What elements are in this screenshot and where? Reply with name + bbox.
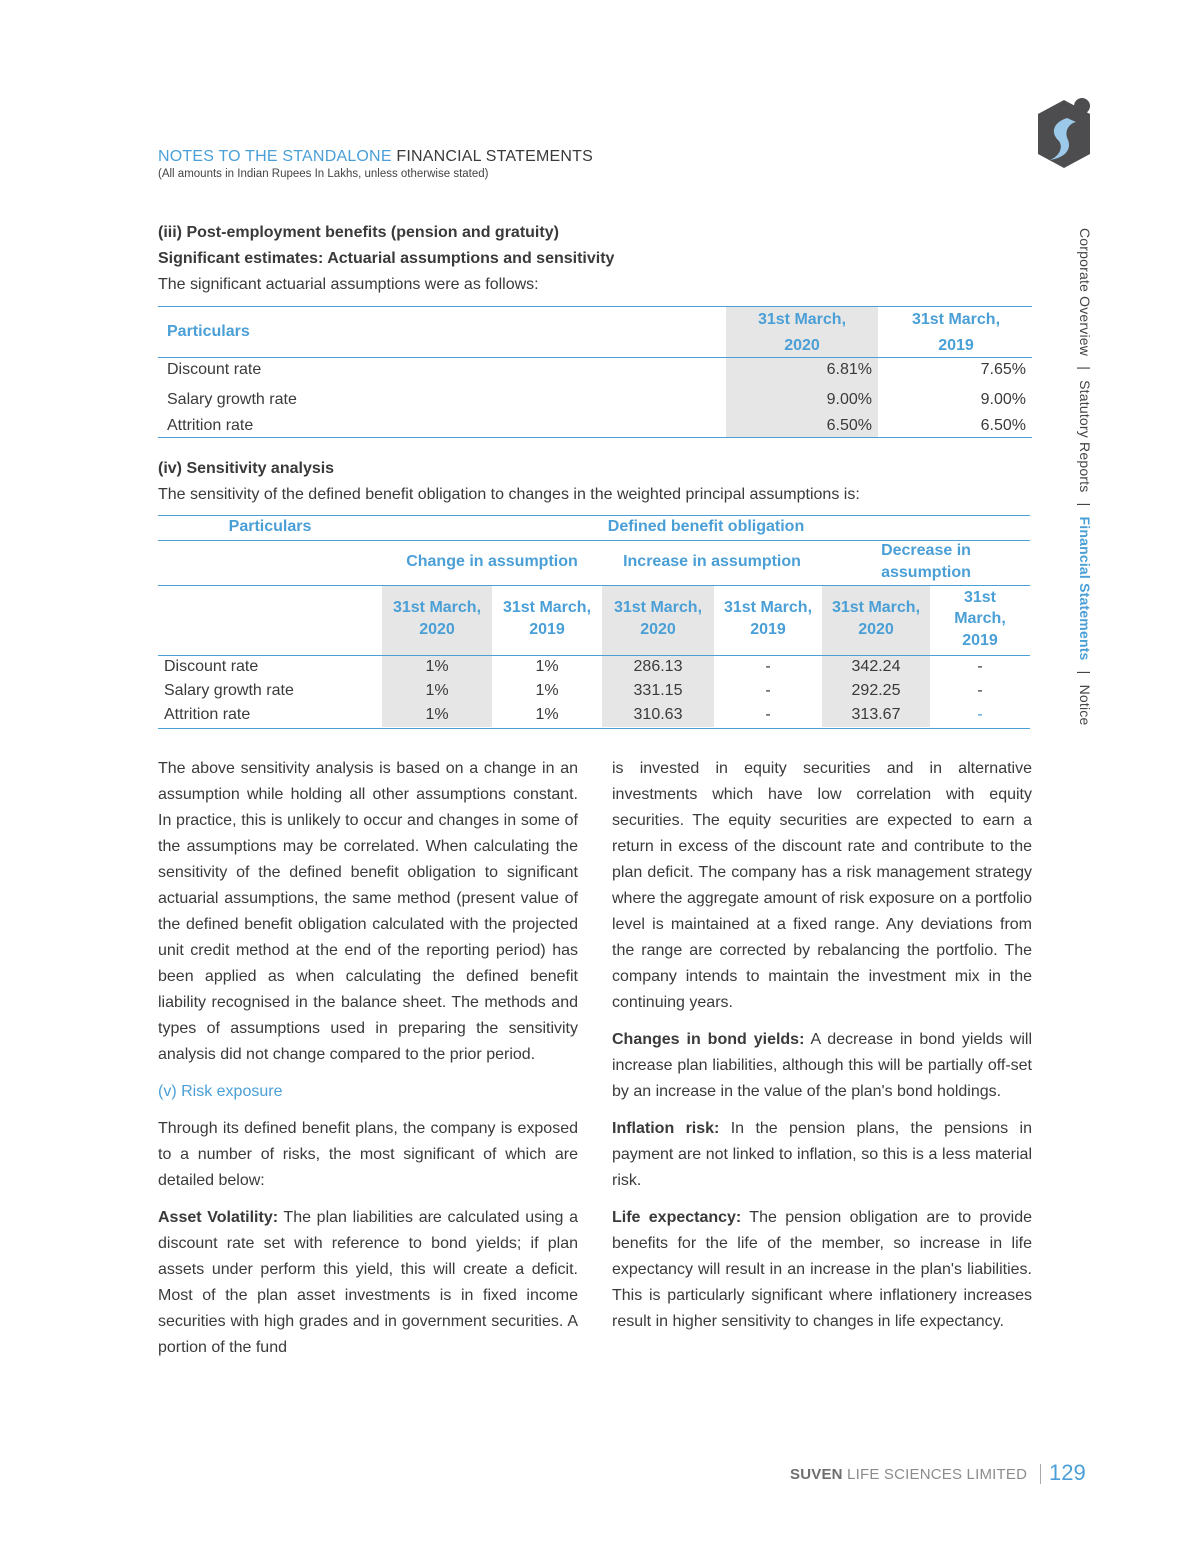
page-footer: [790, 1460, 1100, 1490]
year-header-line1: 31st March,: [723, 599, 813, 616]
paragraph-bond-yields: [612, 1027, 1032, 1105]
company-logo: [1034, 96, 1092, 172]
cell-value: 1%: [535, 706, 559, 723]
paragraph-inflation-risk: [612, 1116, 1032, 1194]
row-label: Attrition rate: [167, 417, 254, 434]
cell-value: 292.25: [851, 682, 901, 699]
cell-value: 9.00%: [826, 391, 872, 408]
section-heading-risk-exposure: (v) Risk exposure: [158, 1083, 283, 1100]
label-life-expectancy: Life expectancy:: [612, 1209, 742, 1226]
cell-value: 9.00%: [980, 391, 1026, 408]
cell-value: 1%: [535, 682, 559, 699]
group-header-dbo: Defined benefit obligation: [607, 518, 805, 535]
year-header-line1: 31st March,: [831, 599, 921, 616]
footer-divider: [1040, 1464, 1041, 1484]
cell-value: 310.63: [633, 706, 683, 723]
nav-separator: |: [1077, 502, 1093, 507]
cell-value: 6.50%: [980, 417, 1026, 434]
paragraph-risk-intro: Through its defined benefit plans, the company is exposed to a number of risks, the most significant of which are detailed below:: [158, 1120, 578, 1189]
subheader-decrease-line1: Decrease in: [881, 542, 971, 559]
cell-value: 7.65%: [980, 361, 1026, 378]
cell-value: 6.81%: [826, 361, 872, 378]
cell-value: 6.50%: [826, 417, 872, 434]
year-header-line2: 2020: [640, 621, 676, 638]
page-title-blue: NOTES TO THE STANDALONE: [158, 148, 392, 165]
nav-separator: |: [1077, 670, 1093, 675]
year-header-line2: 2020: [419, 621, 455, 638]
section-intro-assumptions: The significant actuarial assumptions were as follows:: [158, 276, 539, 293]
subheader-decrease-line2: assumption: [881, 564, 971, 581]
cell-value: -: [765, 682, 771, 699]
section-subheading-estimates: Significant estimates: Actuarial assumptions and sensitivity: [158, 250, 615, 267]
table-rule: [158, 540, 1030, 541]
label-asset-volatility: Asset Volatility:: [158, 1209, 279, 1226]
page-subtitle: (All amounts in Indian Rupees In Lakhs, unless otherwise stated): [158, 168, 489, 180]
nav-financial-statements[interactable]: Financial Statements: [1077, 516, 1093, 661]
year-header-line2: 2020: [858, 621, 894, 638]
row-label: Discount rate: [167, 361, 262, 378]
row-label: Salary growth rate: [167, 391, 297, 408]
col-header-2019-line1: 31st March,: [911, 311, 1001, 328]
section-intro-sensitivity: The sensitivity of the defined benefit obligation to changes in the weighted principal assumptions is:: [158, 486, 860, 503]
cell-value: -: [977, 682, 983, 699]
footer-company-name: [790, 1466, 1027, 1483]
section-nav: [1076, 228, 1096, 768]
nav-statutory-reports[interactable]: Statutory Reports: [1077, 380, 1093, 493]
year-header-line2: 2019: [750, 621, 786, 638]
logo-dot: [1074, 98, 1090, 114]
cell-value: 1%: [535, 658, 559, 675]
page-number: 129: [1049, 1460, 1086, 1485]
year-header-line1: 31st March,: [502, 599, 592, 616]
row-label: Salary growth rate: [164, 682, 294, 699]
paragraph-life-expectancy: [612, 1205, 1032, 1335]
label-bond-yields: Changes in bond yields:: [612, 1031, 805, 1048]
year-header-line1: 31st March,: [392, 599, 482, 616]
row-label: Discount rate: [164, 658, 259, 675]
cell-value: -: [765, 706, 771, 723]
body-right-column: [612, 756, 1032, 1346]
cell-value: 1%: [425, 658, 449, 675]
col-header-particulars: Particulars: [167, 323, 250, 340]
footer-company-rest: LIFE SCIENCES LIMITED: [842, 1466, 1028, 1483]
col-header-particulars: Particulars: [228, 518, 312, 535]
section-heading-post-employment: (iii) Post-employment benefits (pension and gratuity): [158, 224, 559, 241]
section-heading-sensitivity: (iv) Sensitivity analysis: [158, 460, 335, 477]
text-life-expectancy: The pension obligation are to provide benefits for the life of the member, so increase in life expectancy will result in an increase in the plan's liabilities. This is particularly significant where inflationery increases result in higher sensitivity to changes in life expectancy.: [612, 1209, 1032, 1330]
subheader-increase: Increase in assumption: [623, 553, 801, 570]
year-header-line1: 31st March,: [613, 599, 703, 616]
table-rule: [158, 585, 1030, 586]
paragraph-sensitivity-method: The above sensitivity analysis is based on a change in an assumption while holding all other assumptions constant. In practice, this is unlikely to occur and changes in some of the assumptions may be correlated. When calculating the sensitivity of the defined benefit obligation to significant actuarial assumptions, the same method (present value of the defined benefit obligation calculated with the projected unit credit method at the end of the reporting period) has been applied as when calculating the defined benefit liability recognised in the balance sheet. The methods and types of assumptions used in preparing the sensitivity analysis did not change compared to the prior period.: [158, 760, 578, 1063]
row-label: Attrition rate: [164, 706, 251, 723]
cell-value: -: [977, 706, 983, 723]
footer-company-bold: SUVEN: [790, 1466, 843, 1483]
paragraph-asset-volatility: [158, 1205, 578, 1361]
cell-value: 1%: [425, 706, 449, 723]
cell-value: 313.67: [851, 706, 901, 723]
cell-value: 331.15: [633, 682, 683, 699]
label-inflation-risk: Inflation risk:: [612, 1120, 720, 1137]
page-title: [158, 148, 593, 166]
col-header-2020-line1: 31st March,: [757, 311, 847, 328]
cell-value: -: [765, 658, 771, 675]
cell-value: 1%: [425, 682, 449, 699]
page-title-dark: FINANCIAL STATEMENTS: [396, 148, 593, 165]
table-rule: [158, 515, 1030, 516]
year-header-line1: 31st: [963, 589, 997, 606]
table-rule: [158, 655, 1030, 656]
subheader-change: Change in assumption: [406, 553, 578, 570]
year-header-line2: March,: [954, 610, 1006, 627]
header-divider: [158, 357, 1032, 358]
text-inflation-risk: In the pension plans, the pensions in payment are not linked to inflation, so this is a less material risk.: [612, 1120, 1033, 1189]
page-header: [158, 148, 593, 180]
cell-value: 286.13: [633, 658, 683, 675]
text-bond-yields: A decrease in bond yields will increase plan liabilities, although this will be partially off-set by an increase in the value of the plan's bond holdings.: [612, 1031, 1033, 1100]
nav-notice[interactable]: Notice: [1077, 684, 1093, 726]
year-header-line2: 2019: [529, 621, 565, 638]
sensitivity-table: [158, 515, 1030, 729]
table-rule: [158, 728, 1030, 729]
paragraph-equity-investments: is invested in equity securities and in alternative investments which have low correlation with equity securities. The equity securities are expected to earn a return in excess of the discount rate and contribute to the plan deficit. The company has a risk management strategy where the aggregate amount of risk exposure on a portfolio level is maintained at a fixed range. Any deviations from the range are corrected by rebalancing the portfolio. The company intends to maintain the investment mix in the continuing years.: [612, 760, 1032, 1011]
nav-corporate-overview[interactable]: Corporate Overview: [1077, 228, 1093, 357]
year-header-line3: 2019: [962, 632, 998, 649]
body-left-column: [158, 756, 578, 1372]
text-asset-volatility: The plan liabilities are calculated using a discount rate set with reference to bond yields; if plan assets under perform this yield, this will create a deficit. Most of the plan asset investments is in fixed income securities with high grades and in government securities. A portion of the fund: [158, 1209, 579, 1356]
cell-value: 342.24: [851, 658, 901, 675]
actuarial-assumptions-table: [158, 306, 1032, 438]
nav-separator: |: [1077, 366, 1093, 371]
cell-value: -: [977, 658, 983, 675]
col-header-2020-line2: 2020: [784, 337, 820, 354]
col-header-2019-line2: 2019: [938, 337, 974, 354]
